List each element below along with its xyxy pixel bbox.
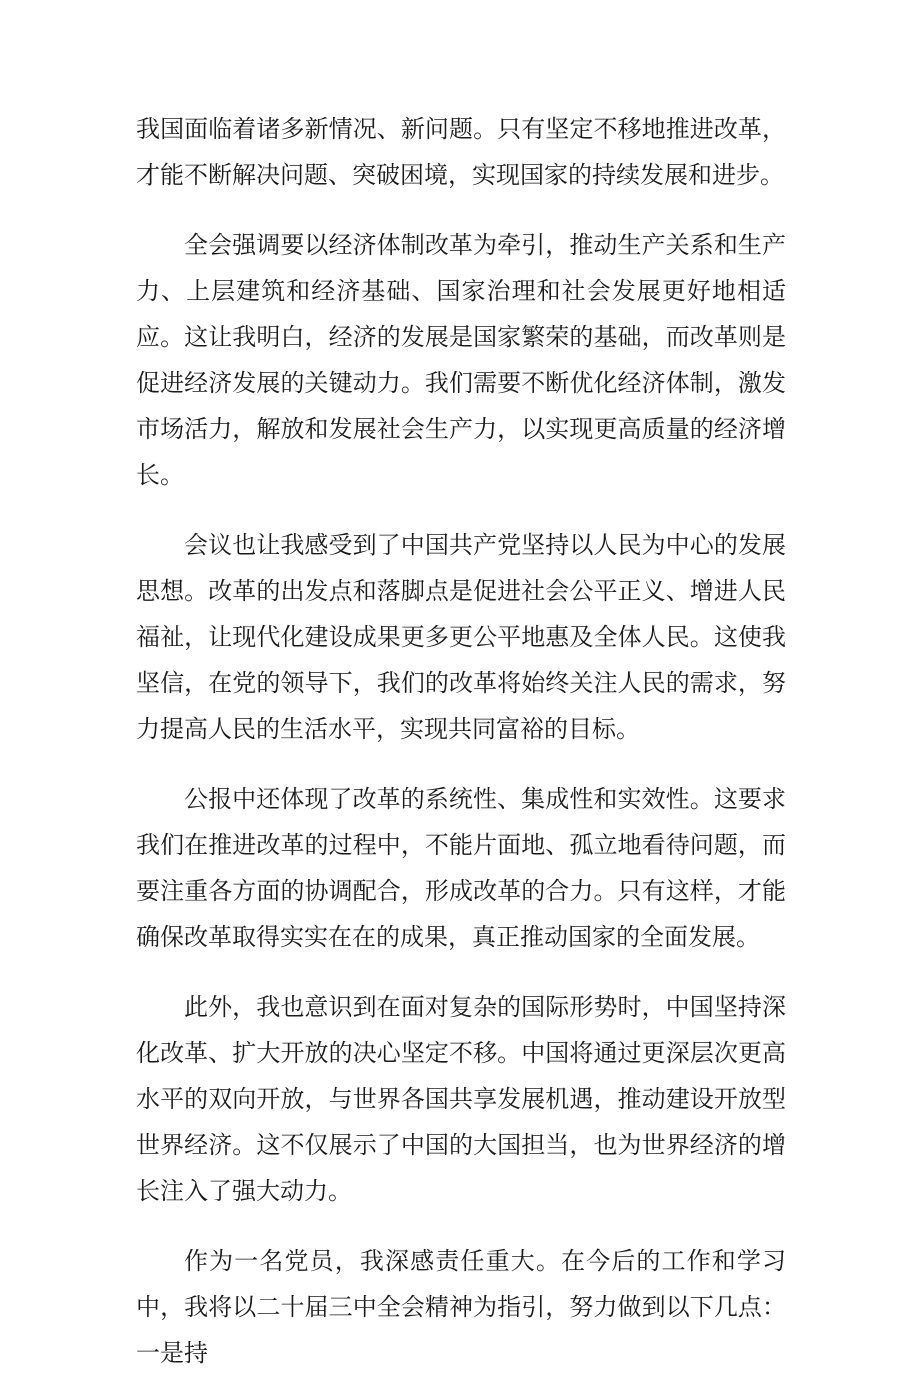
paragraph-1: 我国面临着诸多新情况、新问题。只有坚定不移地推进改革，才能不断解决问题、突破困境，实现国家的持续发展和进步。 [136, 115, 786, 189]
paragraph-6: 作为一名党员，我深感责任重大。在今后的工作和学习中，我将以二十届三中全会精神为指引，努力做到以下几点：一是持 [136, 1247, 786, 1367]
paragraph-2: 全会强调要以经济体制改革为牵引，推动生产关系和生产力、上层建筑和经济基础、国家治理和社会发展更好地相适应。这让我明白，经济的发展是国家繁荣的基础，而改革则是促进经济发展的关键动力。我们需要不断优化经济体制，激发市场活力，解放和发展社会生产力，以实现更高质量的经济增长。 [136, 231, 786, 489]
document-body [136, 106, 786, 1400]
paragraph-4: 公报中还体现了改革的系统性、集成性和实效性。这要求我们在推进改革的过程中，不能片面地、孤立地看待问题，而要注重各方面的协调配合，形成改革的合力。只有这样，才能确保改革取得实实在在的成果，真正推动国家的全面发展。 [136, 785, 786, 951]
paragraph-5: 此外，我也意识到在面对复杂的国际形势时，中国坚持深化改革、扩大开放的决心坚定不移。中国将通过更深层次更高水平的双向开放，与世界各国共享发展机遇，推动建设开放型世界经济。这不仅展示了中国的大国担当，也为世界经济的增长注入了强大动力。 [136, 993, 786, 1205]
paragraph-3: 会议也让我感受到了中国共产党坚持以人民为中心的发展思想。改革的出发点和落脚点是促进社会公平正义、增进人民福祉，让现代化建设成果更多更公平地惠及全体人民。这使我坚信，在党的领导下，我们的改革将始终关注人民的需求，努力提高人民的生活水平，实现共同富裕的目标。 [136, 531, 786, 743]
